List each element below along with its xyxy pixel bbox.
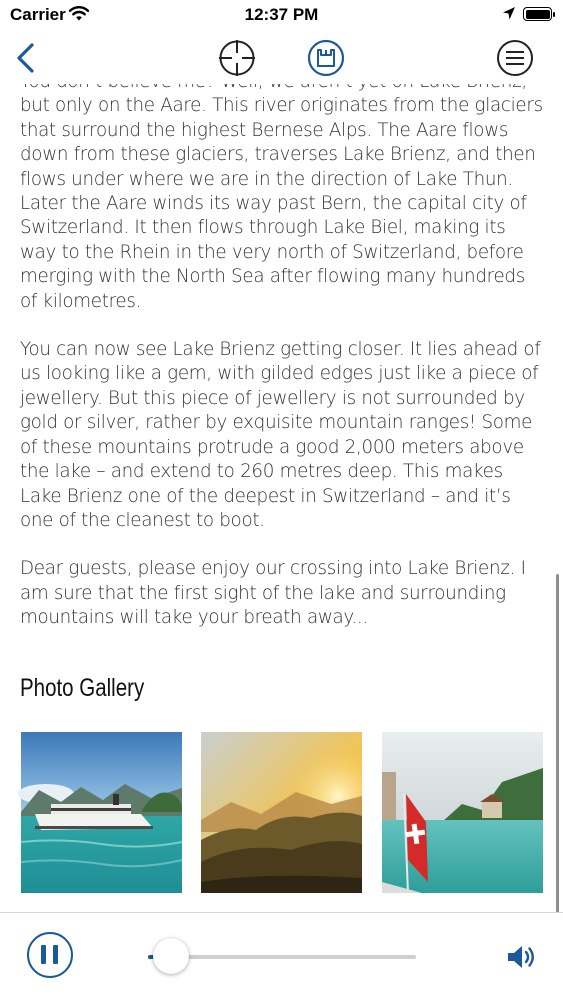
speaker-icon	[506, 943, 538, 971]
back-button[interactable]	[14, 42, 38, 79]
gallery-photo-sunset[interactable]	[201, 732, 362, 893]
chevron-left-icon	[14, 42, 38, 74]
ship-icon	[307, 39, 345, 77]
article-paragraph: but only on the Aare. This river originates from the glaciers that surround the highest Bernese Alps. The Aare flows down from these glaciers, traverses Lake Brienz, and then flows under where we are in the direction of Lake Thun. Later the Aare winds its way past Bern, the capital city of Switzerland. It then flows through Lake Biel, making its way to the Rhein in the very north of Switzerland, before merging with the North Sea after flowing many hundreds of kilometres.	[20, 95, 543, 312]
gallery-photo-steamer[interactable]	[21, 732, 182, 893]
article-paragraph: You can now see Lake Brienz getting closer. It lies ahead of us looking like a gem, with gilded edges just like a piece of jewellery. But this piece of jewellery is not surrounded by gold or silver, rather by exquisite mountain ranges! Some of these mountains protrude a good 2,000 meters above the lake – and extend to 260 metres deep. This makes Lake Brienz one of the deepest in Switzerland – and it’s one of the cleanest to boot.	[20, 339, 541, 531]
menu-button[interactable]	[496, 39, 534, 82]
locate-button[interactable]	[218, 39, 256, 82]
volume-button[interactable]	[506, 943, 538, 976]
navigation-bar	[0, 32, 563, 84]
pause-icon	[41, 945, 46, 964]
article-paragraph: Dear guests, please enjoy our crossing into Lake Brienz. I am sure that the first sight of the lake and surrounding mountains will take your breath away...	[20, 558, 526, 629]
hamburger-menu-icon	[496, 39, 534, 77]
playback-slider-thumb[interactable]	[153, 938, 189, 974]
carrier-label: Carrier	[10, 5, 66, 24]
article-text	[20, 70, 545, 655]
content-scroll-area[interactable]	[0, 84, 563, 912]
ship-button[interactable]	[307, 39, 345, 82]
clock: 12:37 PM	[244, 5, 319, 24]
status-bar	[0, 0, 563, 32]
crosshair-icon	[218, 39, 256, 77]
battery-icon	[523, 7, 552, 21]
gallery-title: Photo Gallery	[20, 674, 145, 702]
pause-button[interactable]	[27, 932, 73, 978]
gallery-photo-swiss-flag[interactable]	[382, 732, 543, 893]
audio-player-bar	[0, 912, 563, 1001]
location-arrow-icon	[502, 6, 516, 26]
